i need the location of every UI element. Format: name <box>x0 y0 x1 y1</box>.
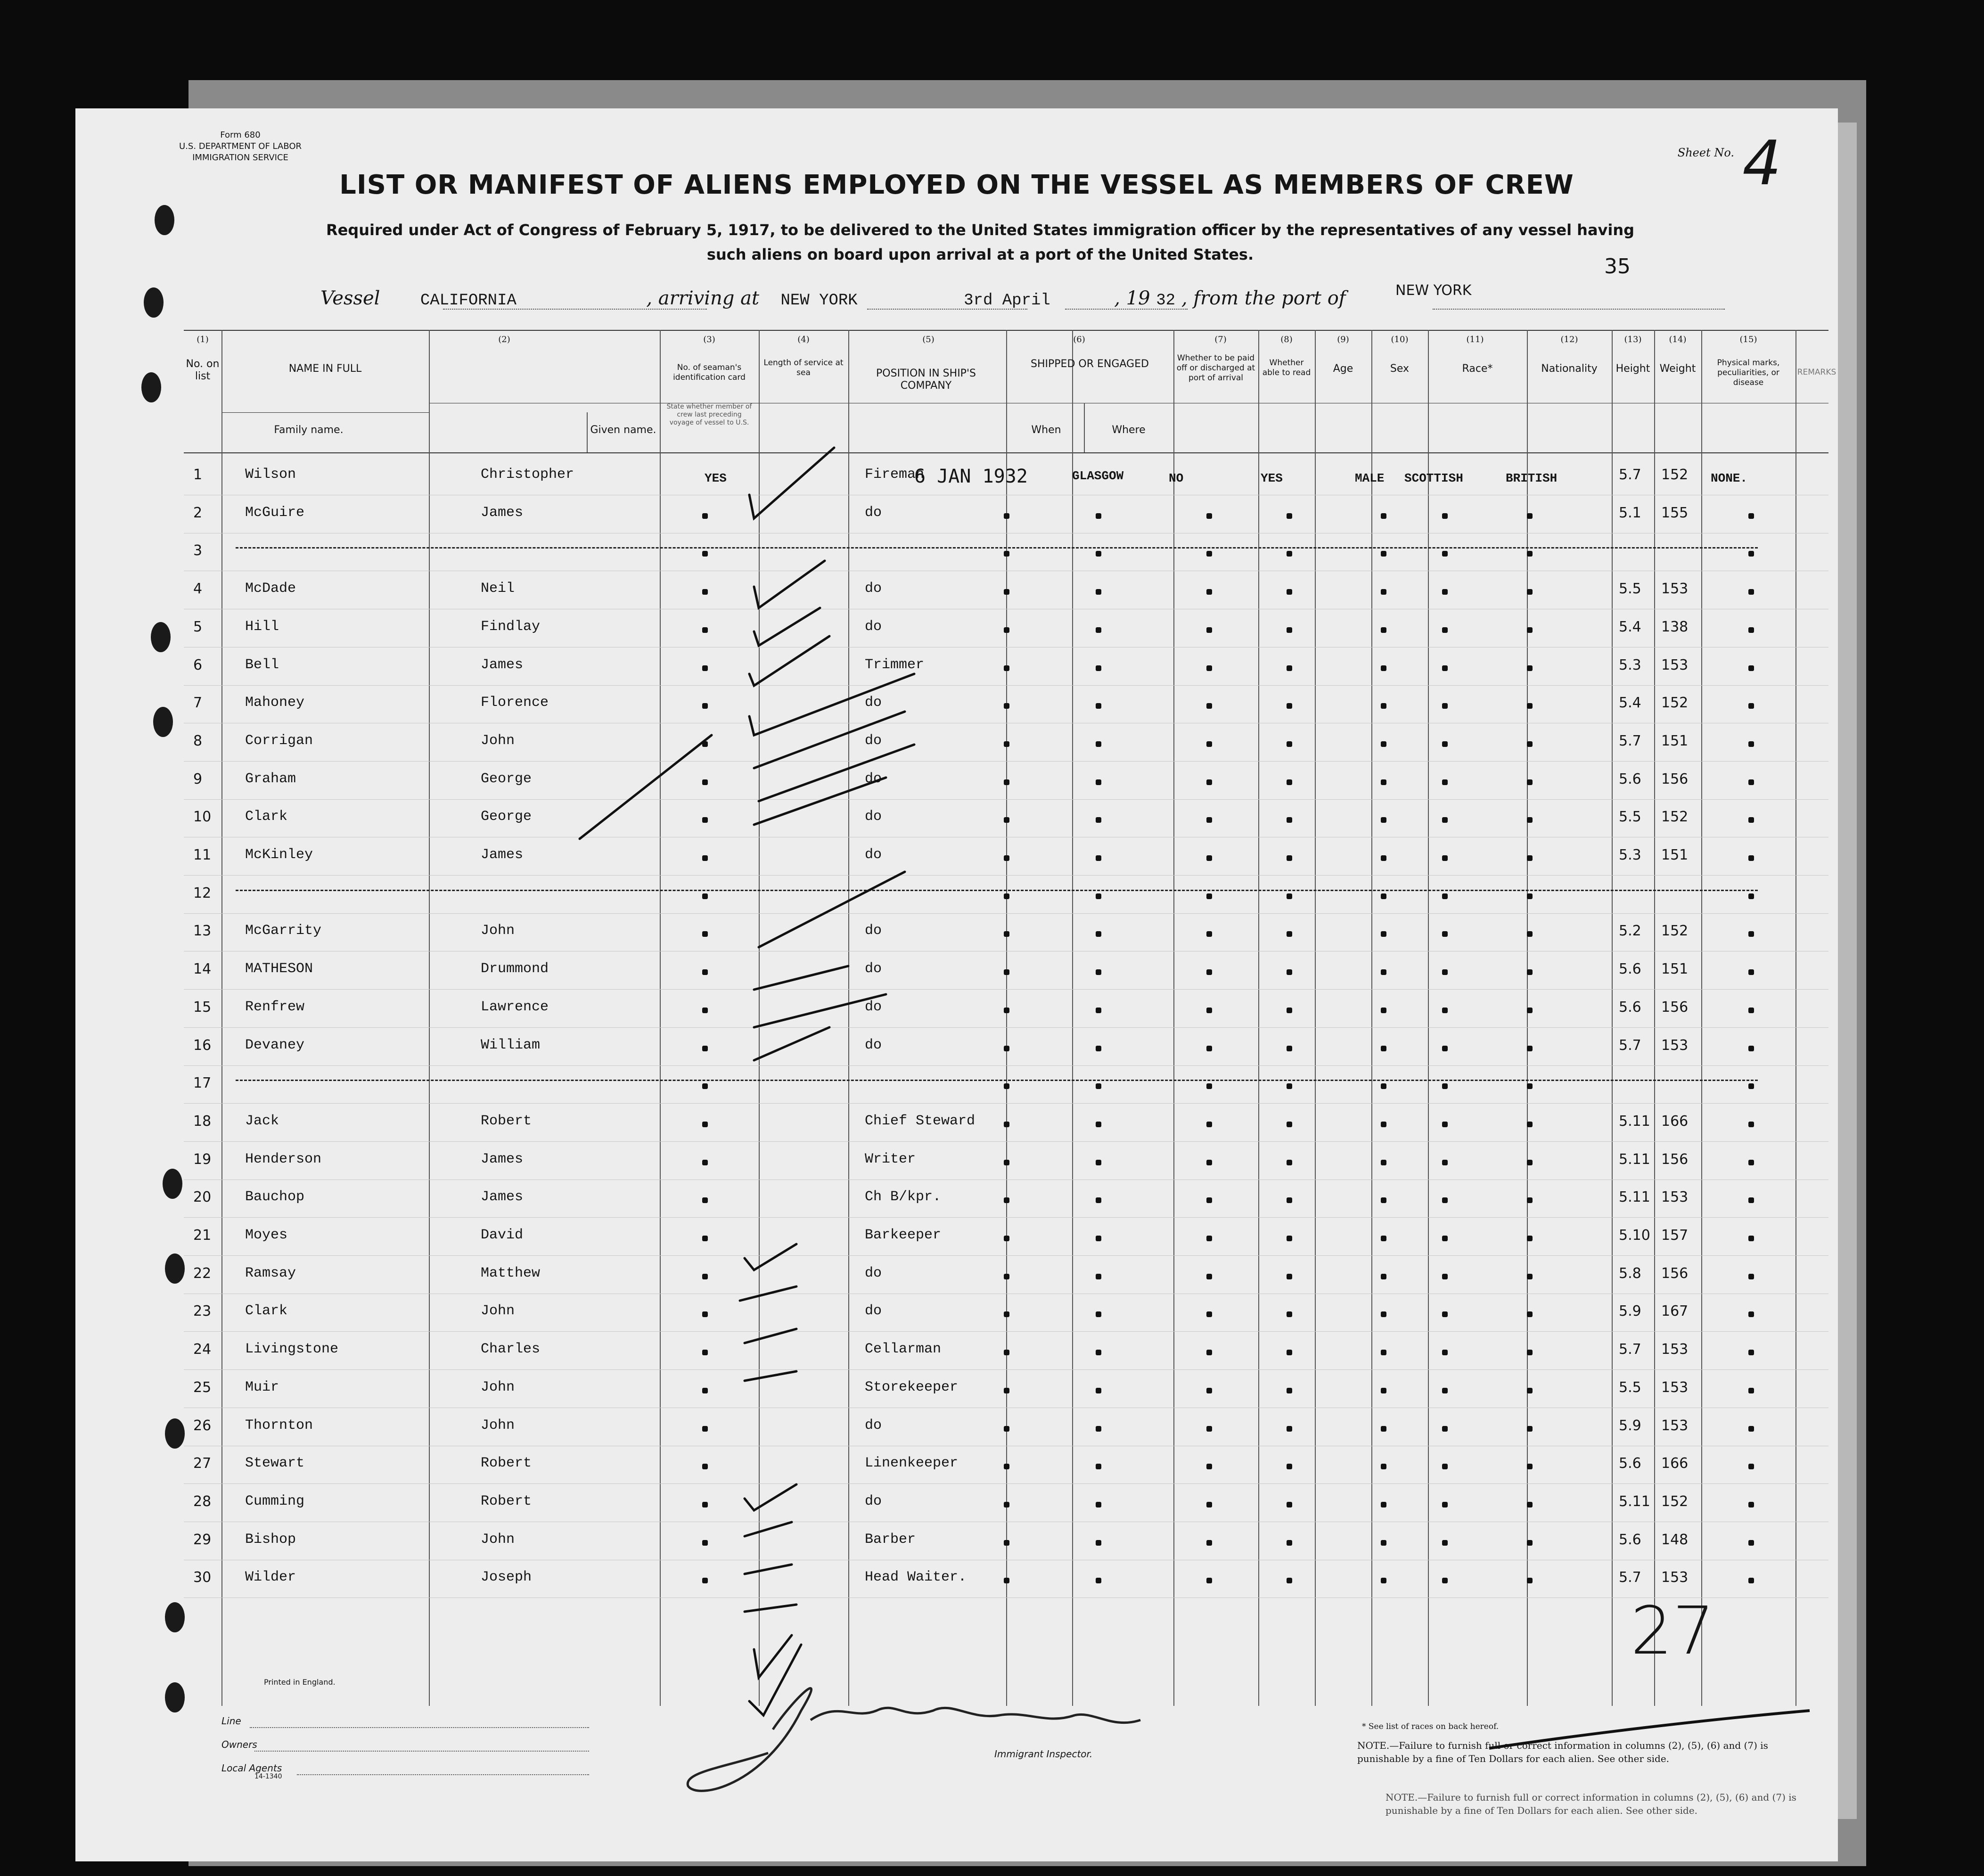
weight: 156 <box>1661 999 1689 1016</box>
given-name: Robert <box>481 1493 532 1509</box>
position: do <box>865 695 882 711</box>
position: do <box>865 999 882 1015</box>
department-name: U.S. DEPARTMENT OF LABOR <box>179 141 302 151</box>
owners-label: Owners <box>221 1739 257 1750</box>
height: 5.11 <box>1619 1113 1650 1130</box>
header-id-card-note: State whether member of crew last preceding voyage of vessel to U.S. <box>666 403 752 426</box>
form-reference: 14-1340 <box>254 1773 282 1780</box>
position: do <box>865 581 882 597</box>
given-name: John <box>481 732 515 749</box>
position: do <box>865 1417 882 1434</box>
header-race: Race* <box>1462 363 1493 375</box>
col-number: (2) <box>498 335 510 344</box>
service-name: IMMIGRATION SERVICE <box>192 153 288 163</box>
given-name: Drummond <box>481 961 549 977</box>
header-length-service: Length of service at sea <box>763 358 844 377</box>
weight: 156 <box>1661 1265 1689 1282</box>
given-name: Robert <box>481 1455 532 1472</box>
inspector-signature <box>688 1688 1140 1791</box>
header-physical: Physical marks, peculiarities, or disease <box>1717 358 1780 387</box>
height: 5.7 <box>1619 1569 1641 1586</box>
height: 5.5 <box>1619 581 1641 598</box>
row-number: 3 <box>193 542 203 559</box>
from-port-label: , from the port of <box>1181 287 1346 309</box>
weight: 153 <box>1661 1379 1689 1396</box>
sheet-number-label: Sheet No. <box>1677 146 1734 159</box>
height: 5.6 <box>1619 1531 1641 1548</box>
row-number: 27 <box>193 1455 212 1472</box>
weight: 152 <box>1661 467 1689 483</box>
given-name: John <box>481 1303 515 1319</box>
given-name: Florence <box>481 695 549 711</box>
weight: 153 <box>1661 656 1689 673</box>
col-number: (3) <box>703 335 715 344</box>
penalty-note: NOTE.—Failure to furnish full or correct information in columns (2), (5), (6) and (7) is punishable by a fine of Ten Dollars for each alien. See other side. <box>1357 1740 1768 1764</box>
height: 5.7 <box>1619 732 1641 749</box>
year-label: , 19 <box>1114 287 1150 309</box>
position: Head Waiter. <box>865 1569 967 1586</box>
position: Storekeeper <box>865 1379 959 1395</box>
position: Fireman <box>865 467 925 483</box>
row-number: 21 <box>193 1227 212 1244</box>
col-number: (4) <box>797 335 810 344</box>
family-name: Livingstone <box>245 1341 339 1358</box>
header-weight: Weight <box>1659 363 1696 375</box>
row-number: 25 <box>193 1379 212 1396</box>
weight: 153 <box>1661 1037 1689 1054</box>
row-number: 18 <box>193 1113 212 1130</box>
family-name: Muir <box>245 1379 279 1395</box>
arrival-date: 3rd April <box>964 292 1050 310</box>
weight: 153 <box>1661 1341 1689 1358</box>
weight: 151 <box>1661 732 1689 749</box>
height: 5.6 <box>1619 770 1641 787</box>
weight: 152 <box>1661 923 1689 940</box>
header-paid-off: Whether to be paid off or discharged at port of arrival <box>1176 353 1255 383</box>
family-name: Clark <box>245 1303 288 1319</box>
manifest-subtitle: Required under Act of Congress of February 5, 1917, to be delivered to the United States immigration officer by the representatives of any vessel having such aliens on board upon arrival at a port of the United States. <box>326 221 1635 263</box>
given-name: William <box>481 1037 541 1053</box>
family-name: McKinley <box>245 847 313 863</box>
position: Barber <box>865 1531 916 1548</box>
col-number: (13) <box>1624 335 1642 344</box>
sex-first: MALE <box>1355 471 1385 485</box>
height: 5.4 <box>1619 618 1641 635</box>
weight: 152 <box>1661 695 1689 712</box>
weight: 153 <box>1661 1569 1689 1586</box>
weight: 157 <box>1661 1227 1689 1244</box>
family-name: Wilson <box>245 467 296 483</box>
manifest-title: LIST OR MANIFEST OF ALIENS EMPLOYED ON THE VESSEL AS MEMBERS OF CREW <box>339 170 1574 200</box>
height: 5.9 <box>1619 1303 1641 1320</box>
family-name: Mahoney <box>245 695 305 711</box>
vessel-name: CALIFORNIA <box>420 292 516 310</box>
given-name: John <box>481 1417 515 1434</box>
row-number: 26 <box>193 1417 212 1434</box>
height: 5.11 <box>1619 1189 1650 1206</box>
stamped-number: 35 <box>1604 254 1631 279</box>
row-number: 16 <box>193 1037 212 1054</box>
header-height: Height <box>1615 363 1650 375</box>
col-number: (6) <box>1073 335 1085 344</box>
position: Trimmer <box>865 656 925 673</box>
row-number: 20 <box>193 1189 212 1206</box>
position-ticks <box>580 448 914 1715</box>
weight: 167 <box>1661 1303 1689 1320</box>
shipped-where-first: GLASGOW <box>1072 469 1124 483</box>
given-name: Lawrence <box>481 999 549 1015</box>
race-first: SCOTTISH <box>1404 471 1463 485</box>
height: 5.8 <box>1619 1265 1641 1282</box>
header-able-read: Whether able to read <box>1262 358 1311 377</box>
header-position: POSITION IN SHIP'S COMPANY <box>876 368 976 392</box>
able-read-first: YES <box>1261 471 1283 485</box>
family-name: Graham <box>245 770 296 787</box>
height: 5.5 <box>1619 1379 1641 1396</box>
row-number: 8 <box>193 732 203 749</box>
weight: 153 <box>1661 581 1689 598</box>
position: do <box>865 732 882 749</box>
row-number: 24 <box>193 1341 212 1358</box>
col-number: (7) <box>1214 335 1227 344</box>
position: do <box>865 504 882 521</box>
from-port: NEW YORK <box>1395 282 1472 299</box>
family-name: Clark <box>245 809 288 825</box>
position: do <box>865 809 882 825</box>
handwritten-total: 27 <box>1631 1593 1715 1670</box>
row-number: 19 <box>193 1151 212 1168</box>
row-number: 23 <box>193 1303 212 1320</box>
family-name: MATHESON <box>245 961 313 977</box>
family-name: Jack <box>245 1113 279 1129</box>
row-number: 15 <box>193 999 212 1016</box>
row-number: 1 <box>193 467 203 483</box>
family-name: Hill <box>245 618 279 635</box>
family-name: Devaney <box>245 1037 305 1053</box>
position: Barkeeper <box>865 1227 942 1243</box>
header-id-card: No. of seaman's identification card <box>673 363 746 382</box>
family-name: Thornton <box>245 1417 313 1434</box>
header-no-on-list: No. on list <box>186 358 220 382</box>
position: do <box>865 961 882 977</box>
position: do <box>865 770 882 787</box>
sheet-number: 4 <box>1742 127 1781 199</box>
given-name: John <box>481 1379 515 1395</box>
row-number: 10 <box>193 809 212 826</box>
given-name: James <box>481 1189 524 1205</box>
height: 5.4 <box>1619 695 1641 712</box>
family-name: Cumming <box>245 1493 305 1509</box>
weight: 155 <box>1661 504 1689 521</box>
weight: 152 <box>1661 1493 1689 1510</box>
height: 5.6 <box>1619 1455 1641 1472</box>
row-number: 9 <box>193 770 203 787</box>
given-name: John <box>481 923 515 939</box>
row-number: 28 <box>193 1493 212 1510</box>
col-number: (10) <box>1391 335 1409 344</box>
col-number: (11) <box>1466 335 1484 344</box>
family-name: Moyes <box>245 1227 288 1243</box>
position: Cellarman <box>865 1341 942 1358</box>
header-where: Where <box>1112 424 1146 436</box>
weight: 156 <box>1661 770 1689 787</box>
row-number: 6 <box>193 656 203 673</box>
given-name: Neil <box>481 581 515 597</box>
height: 5.7 <box>1619 1341 1641 1358</box>
col-number: (15) <box>1739 335 1757 344</box>
immigrant-inspector-label: Immigrant Inspector. <box>994 1748 1093 1760</box>
header-given-name: Given name. <box>590 424 656 436</box>
row-number: 17 <box>193 1075 212 1092</box>
shipped-date-stamp: 6 JAN 1932 <box>914 466 1028 487</box>
position: Chief Steward <box>865 1113 976 1129</box>
weight: 153 <box>1661 1417 1689 1434</box>
col-number: (1) <box>197 335 209 344</box>
col-number: (8) <box>1280 335 1293 344</box>
height: 5.11 <box>1619 1151 1650 1168</box>
given-name: James <box>481 847 524 863</box>
header-sex: Sex <box>1390 363 1410 375</box>
given-name: Joseph <box>481 1569 532 1586</box>
form-number: Form 680 <box>220 130 261 140</box>
family-name: Bishop <box>245 1531 296 1548</box>
height: 5.5 <box>1619 809 1641 826</box>
position: do <box>865 847 882 863</box>
vessel-label: Vessel <box>320 287 380 309</box>
weight: 166 <box>1661 1455 1689 1472</box>
height: 5.7 <box>1619 467 1641 483</box>
row-number: 29 <box>193 1531 212 1548</box>
col-number: (12) <box>1560 335 1578 344</box>
height: 5.6 <box>1619 961 1641 978</box>
given-name: James <box>481 504 524 521</box>
height: 5.7 <box>1619 1037 1641 1054</box>
height: 5.6 <box>1619 999 1641 1016</box>
family-name: Bauchop <box>245 1189 305 1205</box>
height: 5.2 <box>1619 923 1641 940</box>
family-name: McGuire <box>245 504 305 521</box>
height: 5.3 <box>1619 847 1641 863</box>
height: 5.1 <box>1619 504 1641 521</box>
given-name: James <box>481 656 524 673</box>
height: 5.3 <box>1619 656 1641 673</box>
position: Ch B/kpr. <box>865 1189 942 1205</box>
row-number: 14 <box>193 961 212 978</box>
row-number: 4 <box>193 581 203 598</box>
row-number: 5 <box>193 618 203 635</box>
col-number: (14) <box>1669 335 1687 344</box>
position: do <box>865 1493 882 1509</box>
weight: 166 <box>1661 1113 1689 1130</box>
row-number: 13 <box>193 923 212 940</box>
arriving-port: NEW YORK <box>780 292 858 310</box>
arriving-label: , arriving at <box>646 287 760 309</box>
family-name: Wilder <box>245 1569 296 1586</box>
given-name: George <box>481 770 532 787</box>
family-name: Bell <box>245 656 279 673</box>
year-suffix: 32 <box>1156 292 1176 310</box>
weight: 153 <box>1661 1189 1689 1206</box>
row-number: 11 <box>193 847 212 863</box>
position: do <box>865 1265 882 1281</box>
header-shipped: SHIPPED OR ENGAGED <box>1031 358 1149 370</box>
family-name: Stewart <box>245 1455 305 1472</box>
weight: 151 <box>1661 847 1689 863</box>
height: 5.11 <box>1619 1493 1650 1510</box>
race-footnote: * See list of races on back hereof. <box>1362 1722 1499 1731</box>
local-agents-label: Local Agents <box>221 1762 282 1774</box>
given-name: James <box>481 1151 524 1167</box>
row-number: 2 <box>193 504 203 521</box>
position: do <box>865 1037 882 1053</box>
handwriting-overlay <box>75 108 1838 1861</box>
family-name: McDade <box>245 581 296 597</box>
position: Writer <box>865 1151 916 1167</box>
col-number: (9) <box>1337 335 1349 344</box>
weight: 148 <box>1661 1531 1689 1548</box>
position: do <box>865 923 882 939</box>
pen-stroke <box>1489 1711 1810 1748</box>
col-number: (5) <box>922 335 935 344</box>
row-number: 12 <box>193 885 212 901</box>
weight: 138 <box>1661 618 1689 635</box>
row-number: 7 <box>193 695 203 712</box>
given-name: John <box>481 1531 515 1548</box>
header-name-in-full: NAME IN FULL <box>288 363 362 375</box>
weight: 151 <box>1661 961 1689 978</box>
given-name: Charles <box>481 1341 541 1358</box>
given-name: Christopher <box>481 467 574 483</box>
height: 5.10 <box>1619 1227 1650 1244</box>
row-number: 30 <box>193 1569 212 1586</box>
line-label: Line <box>221 1715 241 1727</box>
given-name: Robert <box>481 1113 532 1129</box>
height: 5.9 <box>1619 1417 1641 1434</box>
paid-off-first: NO <box>1169 471 1184 485</box>
row-number: 22 <box>193 1265 212 1282</box>
penalty-note-underlying: NOTE.—Failure to furnish full or correct information in columns (2), (5), (6) and (7) is punishable by a fine of Ten Dollars for each alien. See other side. <box>1386 1792 1796 1816</box>
header-when: When <box>1031 424 1061 436</box>
printed-in-england: Printed in England. <box>264 1678 336 1687</box>
position: Linenkeeper <box>865 1455 959 1472</box>
family-name: Renfrew <box>245 999 305 1015</box>
family-name: Henderson <box>245 1151 322 1167</box>
header-age: Age <box>1333 363 1353 375</box>
header-remarks: REMARKS <box>1797 368 1836 377</box>
given-name: David <box>481 1227 524 1243</box>
given-name: Matthew <box>481 1265 541 1281</box>
given-name: Findlay <box>481 618 541 635</box>
nationality-first: BRITISH <box>1506 471 1558 485</box>
id-card-first: YES <box>705 471 727 485</box>
weight: 152 <box>1661 809 1689 826</box>
header-nationality: Nationality <box>1541 363 1598 375</box>
weight: 156 <box>1661 1151 1689 1168</box>
manifest-sheet <box>75 108 1838 1861</box>
family-name: Ramsay <box>245 1265 296 1281</box>
position: do <box>865 1303 882 1319</box>
given-name: George <box>481 809 532 825</box>
family-name: Corrigan <box>245 732 313 749</box>
physical-first: NONE. <box>1711 471 1748 485</box>
position: do <box>865 618 882 635</box>
header-family-name: Family name. <box>274 424 344 436</box>
family-name: McGarrity <box>245 923 322 939</box>
